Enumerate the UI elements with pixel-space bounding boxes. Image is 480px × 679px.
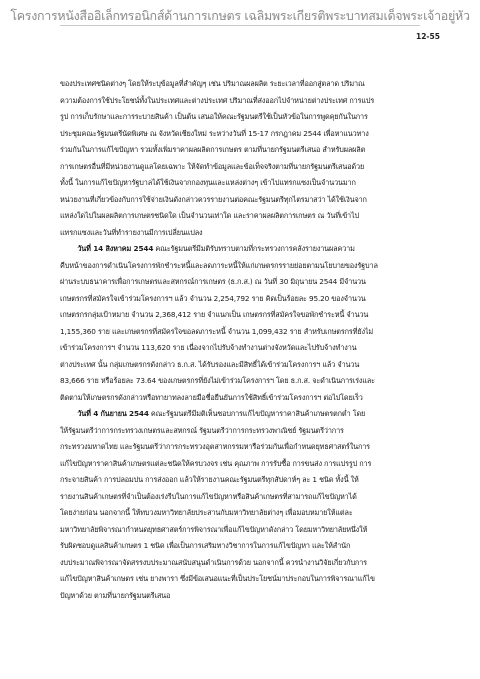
text-line xyxy=(60,241,420,258)
paragraph-2 xyxy=(60,241,420,406)
paragraph-3 xyxy=(60,406,420,604)
text-segment: คณะรัฐมนตรีมีมติรับทราบตามที่กระทรวงการคลังรายงานผลความ xyxy=(153,244,355,253)
text-line: โดยง่ายก่อน นอกจากนี้ ให้ทบวงมหาวิทยาลัยประสานกับมหาวิทยาลัยต่างๆ เพื่อมอบหมายให้แต่ละ xyxy=(60,508,353,517)
text-line: แทรกแซงและวันที่ทำรายงานมีการเปลี่ยนแปลง xyxy=(60,227,203,237)
date-heading: วันที่ 4 กันยายน 2544 xyxy=(77,409,149,418)
text-line: 83,666 ราย หรือร้อยละ 73.64 ของเกษตรกรที่ยังไม่เข้าร่วมโครงการฯ โดย ธ.ก.ส. จะดำเนินการเร่งและ xyxy=(60,376,375,385)
text-line: 1,155,360 ราย และเกษตรกรที่สมัครใจขอลดภาระหนี้ จำนวน 1,099,432 ราย สำหรับเกษตรกรที่ยังไม่ xyxy=(60,326,374,336)
text-line: ติดตามให้เกษตรกรดังกล่าวหรือทายาทลงลายมือชื่อยืนยันการใช้สิทธิ์เข้าร่วมโครงการฯ ต่อไปโดยเร็ว xyxy=(60,392,363,402)
text-line: ร่วมกันในการแก้ไขปัญหา รวมทั้งเพิ่มราคาผลผลิตการเกษตร ตามที่นายกรัฐมนตรีเสนอ สำหรับผลผลิต xyxy=(60,145,366,154)
text-line: รูป การเก็บรักษาและการระบายสินค้า เป็นต้น เสนอให้คณะรัฐมนตรีใช้เป็นหัวข้อในการพูดคุยกันในการ xyxy=(60,112,368,121)
header-title: โครงการหนังสืออิเล็กทรอนิกส์ด้านการเกษตร เฉลิมพระเกียรติพระบาทสมเด็จพระเจ้าอยู่หัว xyxy=(10,8,470,23)
text-line: ให้รัฐมนตรีว่าการกระทรวงเกษตรและสหกรณ์ รัฐมนตรีว่าการกระทรวงพาณิชย์ รัฐมนตรีว่าการ xyxy=(60,425,344,435)
text-line: แหล่งใดไปในผลผลิตการเกษตรชนิดใด เป็นจำนวนเท่าใด และราคาผลผลิตการเกษตร ณ วันที่เข้าไป xyxy=(60,211,360,220)
text-line: รายงานสินค้าเกษตรที่จำเป็นต้องเร่งรีบในการแก้ไขปัญหาหรือสินค้าเกษตรที่สามารถแก้ไขปัญหาได้ xyxy=(60,491,357,501)
text-line: ประชุมคณะรัฐมนตรีนัดพิเศษ ณ จังหวัดเชียงใหม่ ระหว่างวันที่ 15-17 กรกฎาคม 2544 เพื่อหาแนวทาง xyxy=(60,128,369,138)
text-line: คืบหน้าของการดำเนินโครงการพักชำระหนี้และลดภาระหนี้ให้แก่เกษตรกรรายย่อยตามนโยบายของรัฐบาล xyxy=(60,260,378,270)
document-body xyxy=(60,76,420,604)
text-line: เกษตรกรกลุ่มเป้าหมาย จำนวน 2,368,412 ราย จำแนกเป็น เกษตรกรที่สมัครใจขอพักชำระหนี้ จำนวน xyxy=(60,310,369,319)
date-heading: วันที่ 14 สิงหาคม 2544 xyxy=(77,244,154,253)
text-line: การเกษตรอื่นที่มีหน่วยงานดูแลโดยเฉพาะ ให้จัดทำข้อมูลและข้อเท็จจริงตามที่นายกรัฐมนตรีเสนอด้วย xyxy=(60,161,365,171)
text-line xyxy=(60,406,420,423)
text-line: แก้ไขปัญหาสินค้าเกษตร เช่น ยางพารา ซึ่งมีข้อเสนอแนะที่เป็นประโยชน์มาประกอบในการพิจารณาแก้ไข xyxy=(60,574,375,583)
text-line: ความต้องการใช้ประโยชน์ทั้งในประเทศและต่างประเทศ ปริมาณที่ส่งออกไปจำหน่ายต่างประเทศ การแปร xyxy=(60,95,375,105)
page-header xyxy=(0,0,480,26)
page-number: 12-55 xyxy=(416,32,440,41)
text-line: เข้าร่วมโครงการฯ จำนวน 113,620 ราย เนื่องจากไปรับจ้างทำงานต่างจังหวัดและไปรับจ้างทำงาน xyxy=(60,343,357,352)
text-line: ของประเทศชนิดต่างๆ โดยให้ระบุข้อมูลที่สำคัญๆ เช่น ปริมาณผลผลิต ระยะเวลาที่ออกสู่ตลาด ปริมาณ xyxy=(60,79,365,88)
text-line: กระจายสินค้า การปลอมปน การส่งออก แล้วให้รายงานคณะรัฐมนตรีทุกสัปดาห์ๆ ละ 1 ชนิด ทั้งนี้ ให้ xyxy=(60,475,359,484)
text-line: ทั้งนี้ ในการแก้ไขปัญหารัฐบาลได้ใช้เงินจากกองทุนและแหล่งต่างๆ เข้าไปแทรกแซงเป็นจำนวนมาก xyxy=(60,178,356,187)
text-line: หน่วยงานที่เกี่ยวข้องกับการใช้จ่ายเงินดังกล่าวควรรายงานต่อคณะรัฐมนตรีทุกไตรมาสว่า ได้ใช้เงินจาก xyxy=(60,194,367,204)
header-divider xyxy=(60,25,420,26)
text-line: ผ่านระบบธนาคารเพื่อการเกษตรและสหกรณ์การเกษตร (ธ.ก.ส.) ณ วันที่ 30 มิถุนายน 2544 มีจำนวน xyxy=(60,277,366,286)
text-line: กระทรวงมหาดไทย และรัฐมนตรีว่าการกระทรวงอุตสาหกรรมหารือร่วมกันเพื่อกำหนดยุทธศาสตร์ในการ xyxy=(60,442,370,451)
text-line: ต่างประเทศ นั้น กลุ่มเกษตรกรดังกล่าว ธ.ก.ส. ได้รับรองและมีสิทธิ์ได้เข้าร่วมโครงการฯ แล้ว จำนวน xyxy=(60,359,360,369)
text-line: งบประมาณพิจารณาจัดสรรงบประมาณสนับสนุนดำเนินการด้วย นอกจากนี้ ควรนำงานวิจัยเกี่ยวกับการ xyxy=(60,557,367,567)
text-line: แก้ไขปัญหาราคาสินค้าเกษตรแต่ละชนิดให้ครบวงจร เช่น คุณภาพ การรับซื้อ การขนส่ง การแปรรูป การ xyxy=(60,458,372,468)
text-line: ปัญหาด้วย ตามที่นายกรัฐมนตรีเสนอ xyxy=(60,590,171,600)
text-line: รับผิดชอบดูแลสินค้าเกษตร 1 ชนิด เพื่อเป็นการเสริมทางวิชาการในการแก้ไขปัญหา และให้สำนัก xyxy=(60,541,351,550)
text-segment: คณะรัฐมนตรีมีมติเห็นชอบการแก้ไขปัญหาราคาสินค้าเกษตรตกต่ำ โดย xyxy=(148,409,366,418)
paragraph-1 xyxy=(60,76,420,241)
text-line: มหาวิทยาลัยพิจารณากำหนดยุทธศาสตร์การพิจารณาเพื่อแก้ไขปัญหาดังกล่าว โดยมหาวิทยาลัยหนึ่งให้ xyxy=(60,524,368,534)
text-line: เกษตรกรที่สมัครใจเข้าร่วมโครงการฯ แล้ว จำนวน 2,254,792 ราย คิดเป็นร้อยละ 95.20 ของจำนวน xyxy=(60,293,366,303)
